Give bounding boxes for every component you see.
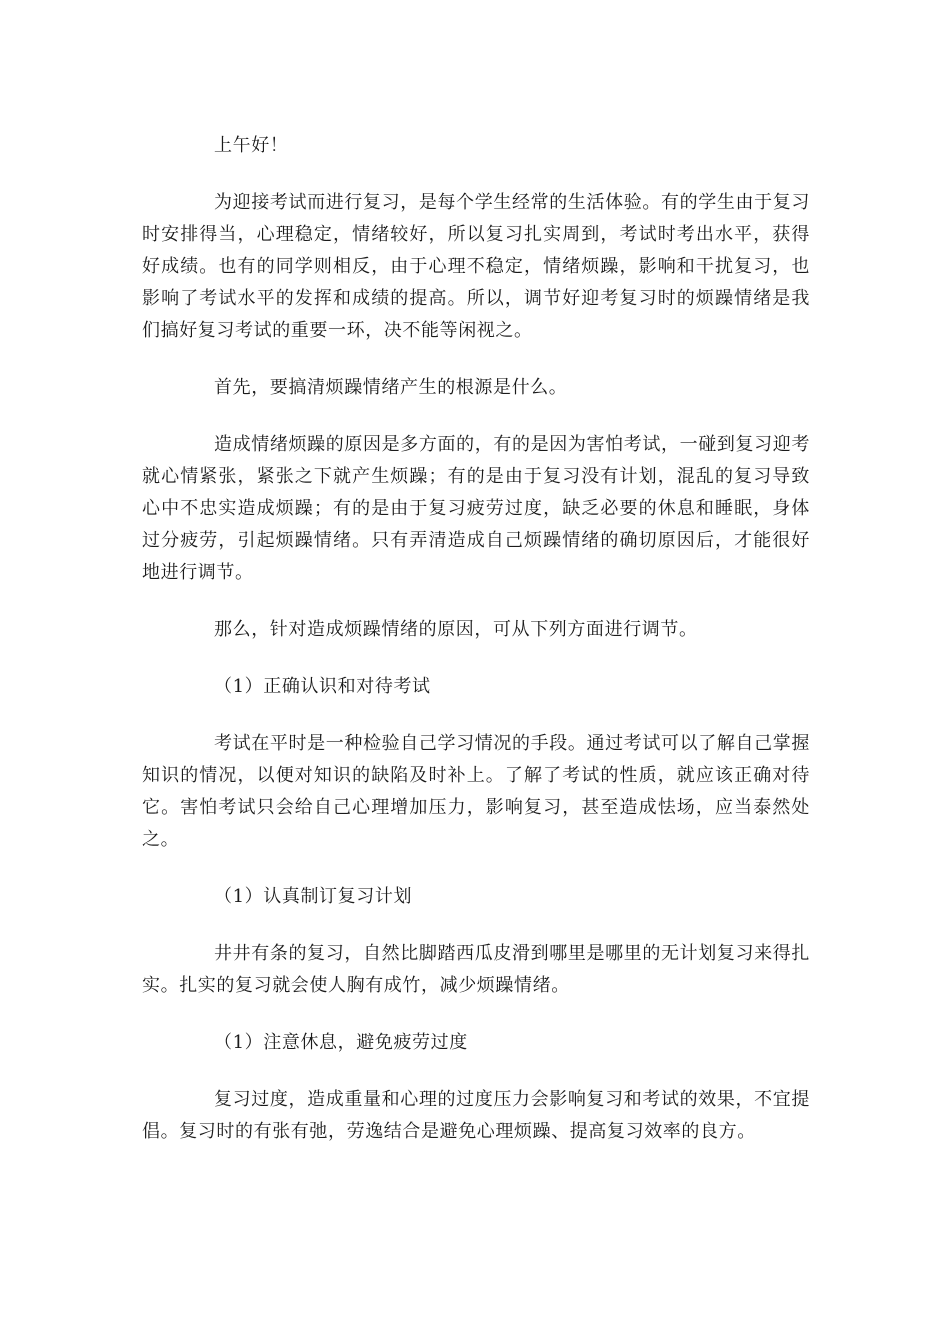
greeting-paragraph: 上午好！ — [214, 135, 289, 156]
causes-paragraph: 造成情绪烦躁的原因是多方面的，有的是因为害怕考试，一碰到复习迎考就心情紧张，紧张之下就产生烦躁；有的是由于复习没有计划，混乱的复习导致心中不忠实造成烦躁；有的是由于复习疲劳过度，缺乏必要的休息和睡眠，身体过分疲劳，引起烦躁情绪。只有弄清造成自己烦躁情绪的确切原因后，才能很好地进行调节。 — [142, 434, 810, 583]
adjustment-intro-paragraph: 那么，针对造成烦躁情绪的原因，可从下列方面进行调节。 — [214, 619, 698, 640]
intro-paragraph: 为迎接考试而进行复习，是每个学生经常的生活体验。有的学生由于复习时安排得当，心理稳定，情绪较好，所以复习扎实周到，考试时考出水平，获得好成绩。也有的同学则相反，由于心理不稳定，情绪烦躁，影响和干扰复习，也影响了考试水平的发挥和成绩的提高。所以，调节好迎考复习时的烦躁情绪是我们搞好复习考试的重要一环，决不能等闲视之。 — [142, 192, 810, 341]
item-heading-review-plan: （1）认真制订复习计划 — [214, 886, 413, 907]
item-body-rest: 复习过度，造成重量和心理的过度压力会影响复习和考试的效果，不宜提倡。复习时的有张有弛，劳逸结合是避免心理烦躁、提高复习效率的良方。 — [142, 1089, 810, 1142]
item-body-review-plan: 井井有条的复习，自然比脚踏西瓜皮滑到哪里是哪里的无计划复习来得扎实。扎实的复习就会使人胸有成竹，减少烦躁情绪。 — [142, 943, 810, 996]
item-heading-exam-attitude: （1）正确认识和对待考试 — [214, 676, 431, 697]
item-body-exam-attitude: 考试在平时是一种检验自己学习情况的手段。通过考试可以了解自己掌握知识的情况，以便对知识的缺陷及时补上。了解了考试的性质，就应该正确对待它。害怕考试只会给自己心理增加压力，影响复习，甚至造成怯场，应当泰然处之。 — [142, 733, 810, 850]
document-body — [142, 130, 810, 1173]
item-heading-rest: （1）注意休息，避免疲劳过度 — [214, 1032, 468, 1053]
first-point-paragraph: 首先，要搞清烦躁情绪产生的根源是什么。 — [214, 377, 568, 398]
